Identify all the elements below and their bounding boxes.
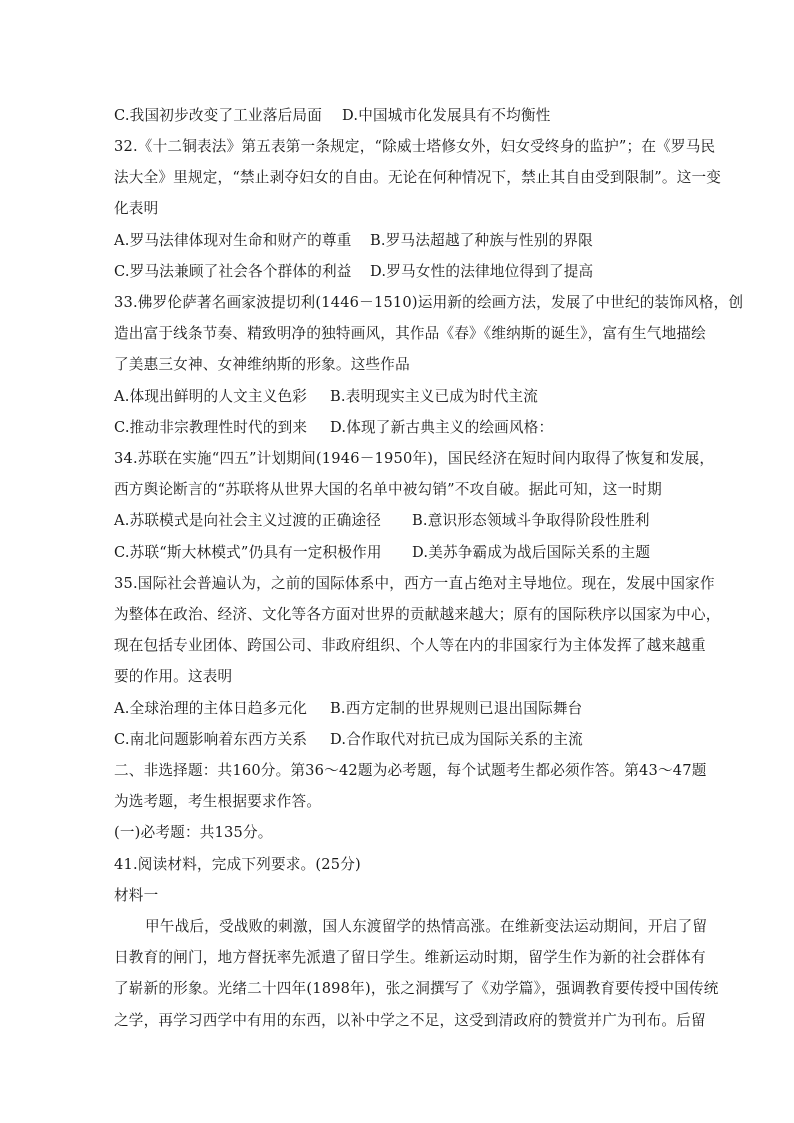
q32-stem-line-1: 32.《十二铜表法》第五表第一条规定，“除威士塔修女外，妇女受终身的监护”；在《罗马民 xyxy=(114,138,716,155)
material1-title: 材料一 xyxy=(114,887,159,904)
q35-stem-line-2: 为整体在政治、经济、文化等各方面对世界的贡献越来越大；原有的国际秩序以国家为中心， xyxy=(114,606,721,623)
q32-stem-line-2: 法大全》里规定，“禁止剥夺妇女的自由。无论在何种情况下，禁止其自由受到限制”。这一变 xyxy=(114,169,722,186)
q33-option-d: D.体现了新古典主义的绘画风格： xyxy=(330,419,554,436)
q35-stem-line-3: 现在包括专业团体、跨国公司、非政府组织、个人等在内的非国家行为主体发挥了越来越重 xyxy=(114,637,706,654)
section2-header-line-1: 二、非选择题：共160分。第36～42题为必考题，每个试题考生都必须作答。第43～47题 xyxy=(114,762,707,779)
section2-header-line-2: 为选考题，考生根据要求作答。 xyxy=(114,793,322,810)
material1-line-4: 之学，再学习西学中有用的东西，以补中学之不足，这受到清政府的赞赏并广为刊布。后留 xyxy=(114,1012,706,1029)
q35-option-a: A.全球治理的主体日趋多元化 xyxy=(114,700,308,717)
material1-line-3: 了崭新的形象。光绪二十四年(1898年)，张之洞撰写了《劝学篇》，强调教育要传授中国传统 xyxy=(114,980,719,997)
q32-option-b: B.罗马法超越了种族与性别的界限 xyxy=(370,232,593,249)
q34-option-b: B.意识形态领域斗争取得阶段性胜利 xyxy=(412,512,650,529)
q35-stem-line-4: 要的作用。这表明 xyxy=(114,668,233,685)
q32-option-c: C.罗马法兼顾了社会各个群体的利益 xyxy=(114,263,352,280)
q34-option-d: D.美苏争霸成为战后国际关系的主题 xyxy=(412,544,651,561)
material1-line-2: 日教育的闸门，地方督抚率先派遣了留日学生。维新运动时期，留学生作为新的社会群体有 xyxy=(114,949,706,966)
q34-stem-line-1: 34.苏联在实施“四五”计划期间(1946－1950年)，国民经济在短时间内取得了恢复和发展， xyxy=(114,450,715,467)
q33-option-a: A.体现出鲜明的人文主义色彩 xyxy=(114,388,308,405)
q35-option-d: D.合作取代对抗已成为国际关系的主流 xyxy=(330,731,583,748)
q35-option-c: C.南北问题影响着东西方关系 xyxy=(114,731,308,748)
q35-option-b: B.西方定制的世界规则已退出国际舞台 xyxy=(330,700,583,717)
q35-stem-line-1: 35.国际社会普遍认为，之前的国际体系中，西方一直占绝对主导地位。现在，发展中国家作 xyxy=(114,575,715,592)
q34-stem-line-2: 西方舆论断言的“苏联将从世界大国的名单中被勾销”不攻自破。据此可知，这一时期 xyxy=(114,481,662,498)
q33-option-b: B.表明现实主义已成为时代主流 xyxy=(330,388,539,405)
required-section-header: (一)必考题：共135分。 xyxy=(114,824,273,841)
q34-option-a: A.苏联模式是向社会主义过渡的正确途径 xyxy=(114,512,382,529)
q33-option-c: C.推动非宗教理性时代的到来 xyxy=(114,419,308,436)
q31-option-d: D.中国城市化发展具有不均衡性 xyxy=(342,107,551,124)
q32-stem-line-3: 化表明 xyxy=(114,200,159,217)
q34-option-c: C.苏联“斯大林模式”仍具有一定积极作用 xyxy=(114,544,382,561)
q31-option-c: C.我国初步改变了工业落后局面 xyxy=(114,107,323,124)
q41-title: 41.阅读材料，完成下列要求。(25分) xyxy=(114,856,361,873)
q32-option-d: D.罗马女性的法律地位得到了提高 xyxy=(370,263,594,280)
q33-stem-line-1: 33.佛罗伦萨著名画家波提切利(1446－1510)运用新的绘画方法，发展了中世纪的装饰风格，创 xyxy=(114,294,744,311)
q33-stem-line-2: 造出富于线条节奏、精致明净的独特画风，其作品《春》《维纳斯的诞生》，富有生气地描绘 xyxy=(114,325,706,342)
q32-option-a: A.罗马法律体现对生命和财产的尊重 xyxy=(114,232,352,249)
material1-line-1: 甲午战后，受战败的刺激，国人东渡留学的热情高涨。在维新变法运动期间，开启了留 xyxy=(145,918,708,935)
q33-stem-line-3: 了美惠三女神、女神维纳斯的形象。这些作品 xyxy=(114,356,410,373)
